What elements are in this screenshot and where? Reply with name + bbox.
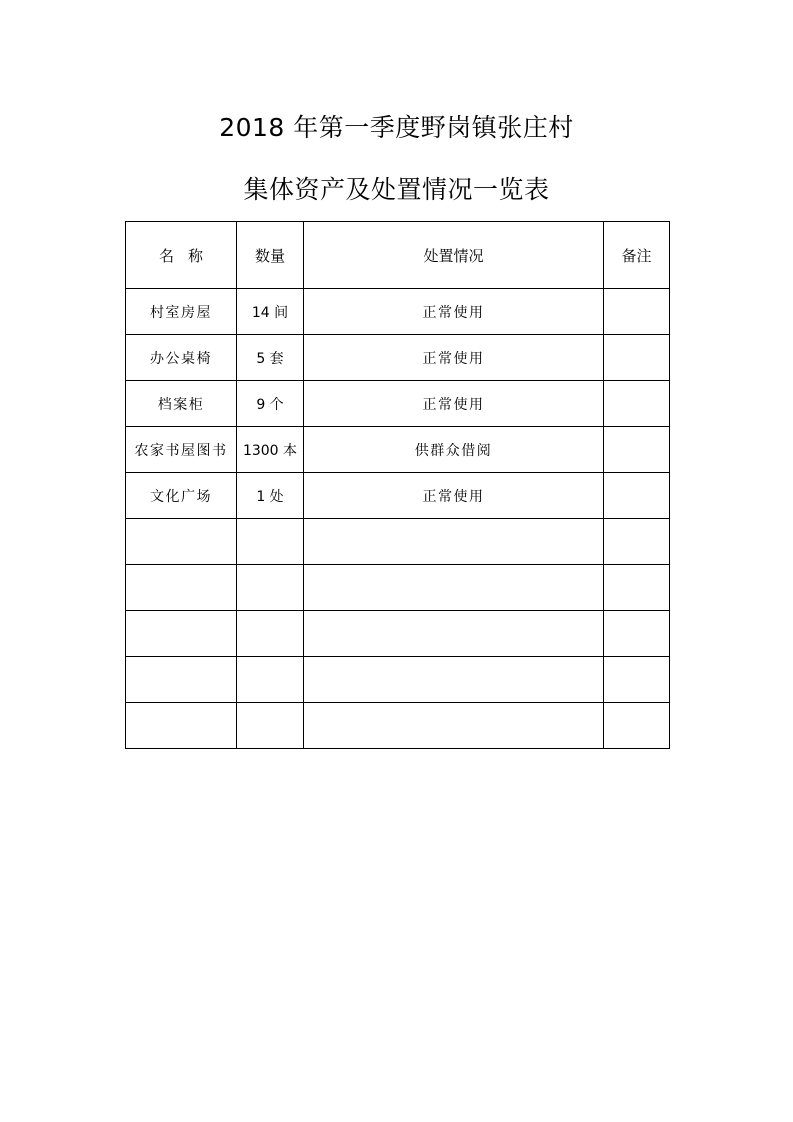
table-row bbox=[126, 519, 670, 565]
cell-name bbox=[126, 565, 237, 611]
table-row bbox=[126, 703, 670, 749]
table-row bbox=[126, 335, 670, 381]
cell-name: 档案柜 bbox=[126, 381, 237, 427]
cell-note bbox=[604, 703, 670, 749]
cell-status: 正常使用 bbox=[304, 335, 604, 381]
cell-note bbox=[604, 335, 670, 381]
cell-status bbox=[304, 565, 604, 611]
cell-status bbox=[304, 703, 604, 749]
cell-name: 村室房屋 bbox=[126, 289, 237, 335]
cell-status bbox=[304, 611, 604, 657]
cell-name: 文化广场 bbox=[126, 473, 237, 519]
asset-table bbox=[125, 221, 670, 749]
cell-note bbox=[604, 657, 670, 703]
cell-name bbox=[126, 519, 237, 565]
cell-quantity bbox=[237, 657, 304, 703]
cell-quantity: 9 个 bbox=[237, 381, 304, 427]
cell-note bbox=[604, 611, 670, 657]
table-body bbox=[126, 289, 670, 749]
cell-quantity bbox=[237, 519, 304, 565]
table-header-row bbox=[126, 222, 670, 289]
cell-status: 正常使用 bbox=[304, 289, 604, 335]
table-row bbox=[126, 473, 670, 519]
header-name: 名称 bbox=[126, 222, 237, 289]
cell-status: 正常使用 bbox=[304, 381, 604, 427]
table-row bbox=[126, 657, 670, 703]
cell-note bbox=[604, 381, 670, 427]
cell-status: 正常使用 bbox=[304, 473, 604, 519]
cell-quantity: 5 套 bbox=[237, 335, 304, 381]
header-quantity: 数量 bbox=[237, 222, 304, 289]
table-row bbox=[126, 565, 670, 611]
document-title-line-2: 集体资产及处置情况一览表 bbox=[243, 175, 550, 204]
cell-status: 供群众借阅 bbox=[304, 427, 604, 473]
table-row bbox=[126, 427, 670, 473]
cell-name bbox=[126, 657, 237, 703]
document-title-line-1: 2018 年第一季度野岗镇张庄村 bbox=[219, 113, 574, 142]
cell-quantity bbox=[237, 703, 304, 749]
cell-note bbox=[604, 289, 670, 335]
cell-quantity: 1300 本 bbox=[237, 427, 304, 473]
cell-status bbox=[304, 519, 604, 565]
cell-name bbox=[126, 703, 237, 749]
cell-note bbox=[604, 427, 670, 473]
header-status: 处置情况 bbox=[304, 222, 604, 289]
cell-quantity: 14 间 bbox=[237, 289, 304, 335]
cell-name: 农家书屋图书 bbox=[126, 427, 237, 473]
cell-name: 办公桌椅 bbox=[126, 335, 237, 381]
cell-quantity bbox=[237, 611, 304, 657]
cell-note bbox=[604, 565, 670, 611]
header-note: 备注 bbox=[604, 222, 670, 289]
cell-quantity bbox=[237, 565, 304, 611]
cell-note bbox=[604, 473, 670, 519]
cell-note bbox=[604, 519, 670, 565]
table-row bbox=[126, 611, 670, 657]
table-row bbox=[126, 381, 670, 427]
table-row bbox=[126, 289, 670, 335]
cell-name bbox=[126, 611, 237, 657]
cell-status bbox=[304, 657, 604, 703]
cell-quantity: 1 处 bbox=[237, 473, 304, 519]
